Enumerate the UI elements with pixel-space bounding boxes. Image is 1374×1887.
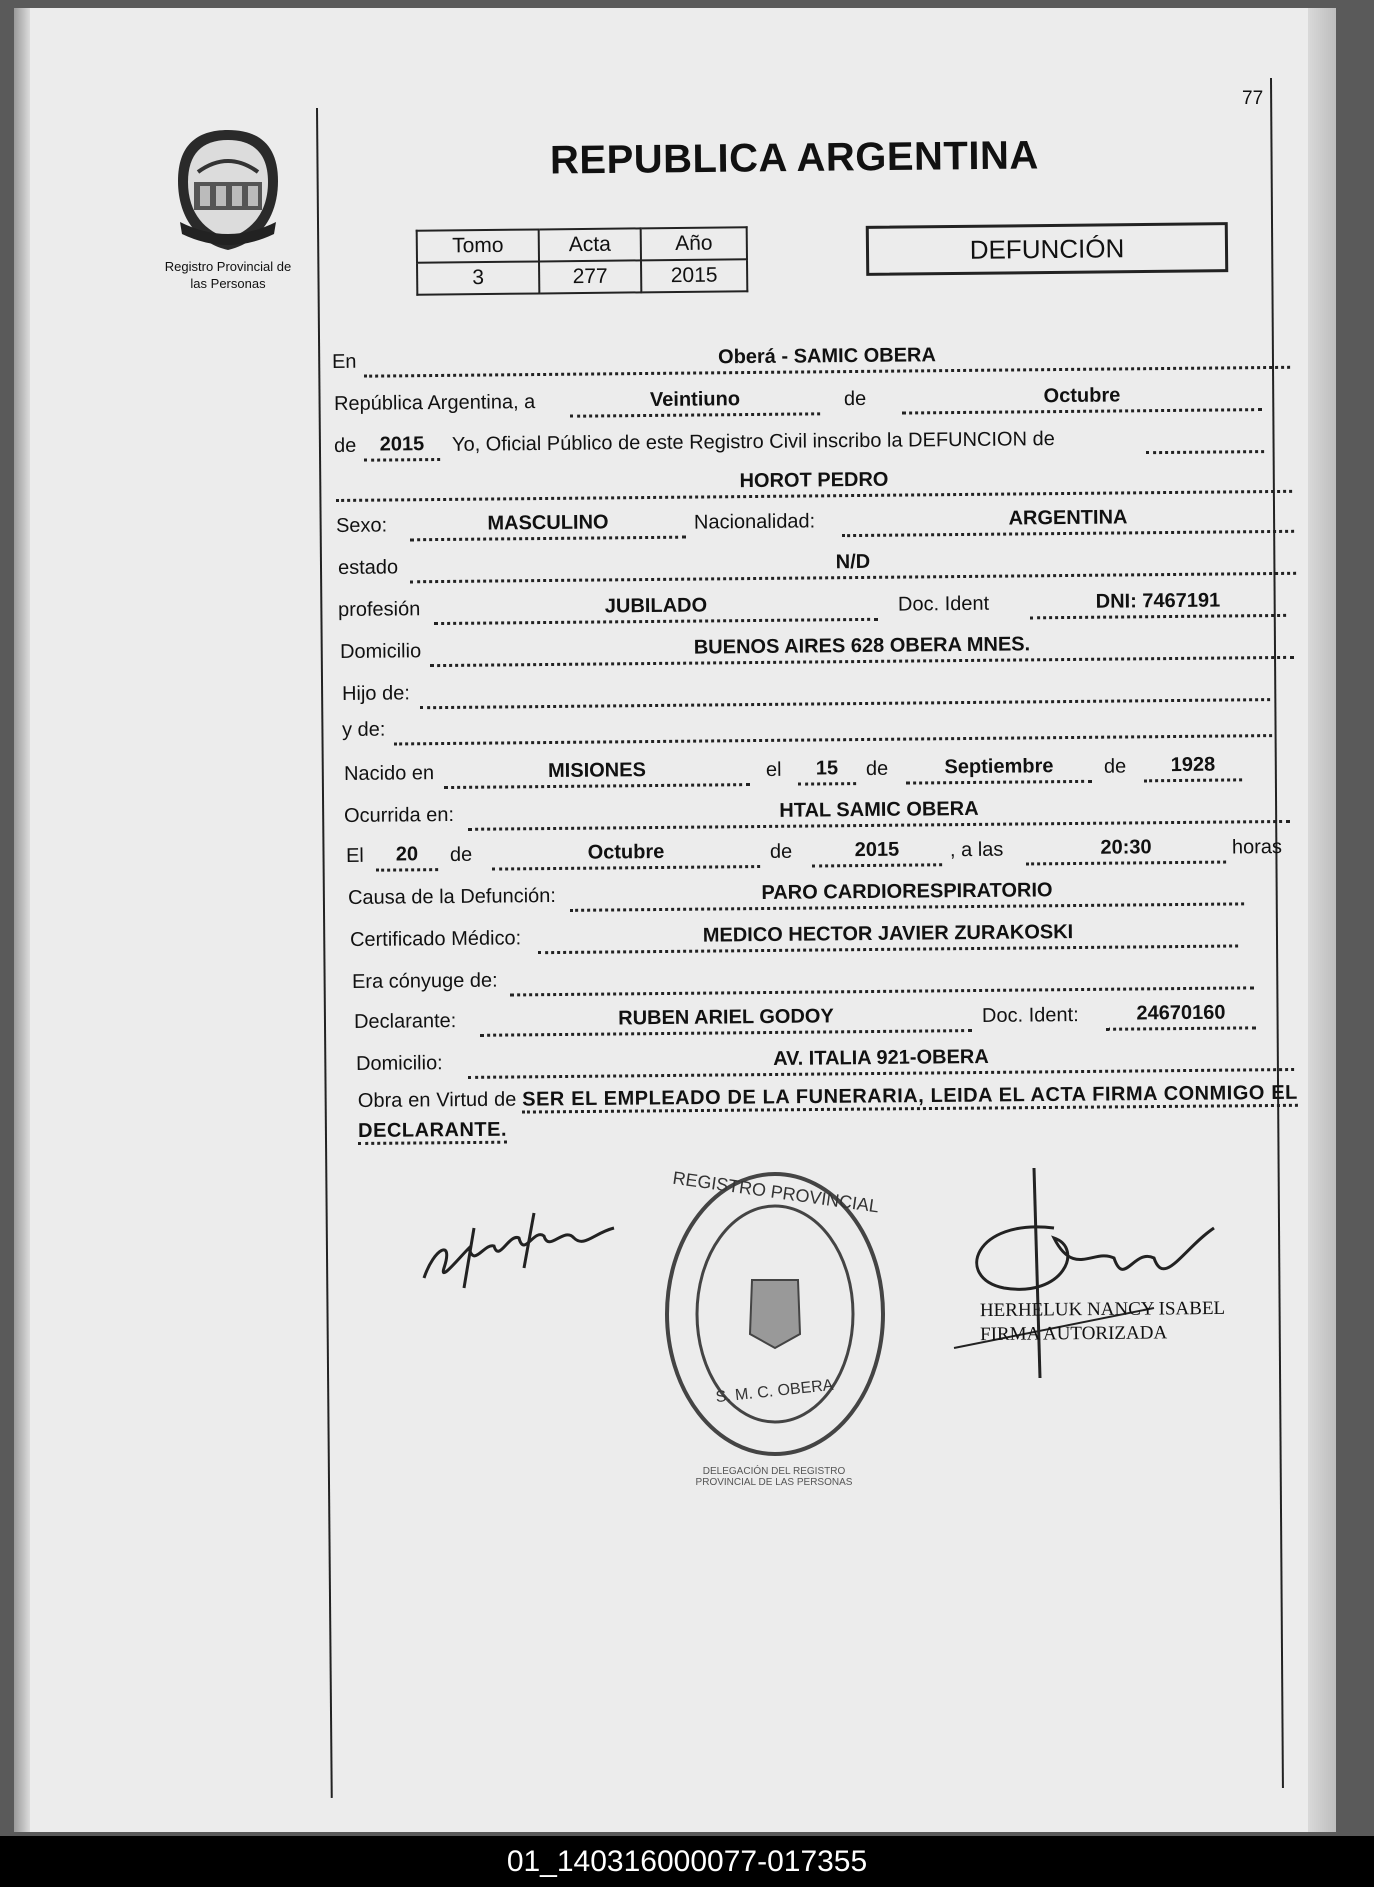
label-birth-de2: de: [1103, 755, 1127, 778]
field-death-time: 20:30: [1026, 833, 1226, 866]
row-certificado: [350, 913, 1270, 956]
label-certificado: Certificado Médico:: [349, 927, 522, 951]
row-death-date: [346, 829, 1292, 872]
act-type-box: DEFUNCIÓN: [866, 222, 1229, 276]
field-death-day: 20: [376, 840, 438, 872]
row-en: [332, 335, 1292, 378]
field-sexo: MASCULINO: [410, 508, 686, 542]
row-domicilio: [340, 625, 1296, 668]
label-sexo: Sexo:: [335, 514, 388, 537]
official-role: FIRMA AUTORIZADA: [980, 1322, 1168, 1346]
ref-value-tomo: 3: [417, 261, 539, 294]
ref-header-tomo: Tomo: [417, 229, 539, 262]
row-name: [336, 459, 1294, 502]
registry-name: [138, 258, 318, 292]
registry-name-line2: las Personas: [190, 276, 266, 291]
field-declarante-doc: 24670160: [1106, 998, 1256, 1030]
label-profesion: profesión: [337, 598, 421, 621]
field-declarante: RUBEN ARIEL GODOY: [480, 1001, 972, 1037]
page-right-edge: [1308, 8, 1336, 1832]
label-causa: Causa de la Defunción:: [347, 885, 557, 909]
label-declarante: Declarante:: [353, 1010, 457, 1033]
label-domicilio: Domicilio: [339, 640, 422, 663]
field-day: Veintiuno: [570, 384, 820, 417]
label-year-de: de: [333, 434, 357, 457]
ref-value-ano: 2015: [641, 259, 747, 292]
field-birth-year: 1928: [1144, 750, 1242, 782]
field-estado: N/D: [410, 544, 1296, 584]
label-doc-ident: Doc. Ident: [897, 592, 990, 616]
page-number: 77: [1242, 88, 1264, 109]
field-conyuge: [510, 958, 1254, 996]
field-doc-ident: DNI: 7467191: [1030, 586, 1286, 619]
field-nacido: MISIONES: [444, 755, 750, 789]
label-yde: y de:: [341, 718, 386, 741]
field-name: HOROT PEDRO: [336, 462, 1292, 502]
field-month: Octubre: [902, 380, 1262, 414]
row-sexo: [336, 499, 1296, 542]
label-death-de2: de: [769, 840, 793, 863]
label-nacido: Nacido en: [343, 762, 435, 785]
declarant-signature: [414, 1208, 624, 1298]
field-birth-month: Septiembre: [906, 752, 1092, 785]
left-frame-line: [316, 108, 333, 1798]
row-nacido: [344, 747, 1264, 790]
document-title: REPUBLICA ARGENTINA: [549, 133, 1039, 183]
field-decl-domicilio: AV. ITALIA 921-OBERA: [468, 1040, 1294, 1079]
field-profesion: JUBILADO: [434, 590, 878, 625]
label-death-el: El: [345, 844, 364, 867]
svg-text:S. M. C. OBERA: S. M. C. OBERA: [714, 1376, 835, 1407]
field-domicilio: BUENOS AIRES 628 OBERA MNES.: [430, 628, 1294, 667]
ref-header-ano: Año: [641, 227, 747, 260]
label-obra: Obra en Virtud de: [357, 1088, 517, 1113]
label-republica: República Argentina, a: [333, 391, 536, 415]
official-stamp: [980, 1297, 1226, 1347]
ref-header-acta: Acta: [539, 228, 641, 261]
field-causa: PARO CARDIORESPIRATORIO: [570, 874, 1244, 911]
label-en: En: [331, 350, 357, 373]
seal-text: DELEGACIÓN DEL REGISTRO PROVINCIAL DE LAS PERSONAS: [695, 1466, 853, 1488]
row-ocurrida: [344, 789, 1292, 832]
row-causa: [348, 871, 1268, 914]
field-en: Oberá - SAMIC OBERA: [364, 338, 1290, 378]
document-page: [14, 8, 1336, 1832]
field-yde: [394, 706, 1272, 745]
page-left-edge: [14, 8, 30, 1832]
svg-text:REGISTRO PROVINCIAL: REGISTRO PROVINCIAL: [671, 1167, 881, 1217]
official-name: HERHELUK NANCY ISABEL: [979, 1297, 1226, 1322]
label-conyuge: Era cónyuge de:: [351, 969, 498, 993]
registry-name-line1: Registro Provincial de: [164, 259, 292, 274]
label-birth-de1: de: [865, 757, 889, 780]
field-nacionalidad: ARGENTINA: [842, 502, 1294, 537]
label-alas: , a las: [949, 838, 1004, 862]
field-death-month: Octubre: [492, 837, 760, 871]
field-birth-day: 15: [798, 754, 856, 786]
field-death-year: 2015: [812, 835, 942, 867]
field-ocurrida: HTAL SAMIC OBERA: [468, 792, 1290, 831]
inscribe-text: Yo, Oficial Público de este Registro Civil inscribo la DEFUNCION de: [451, 428, 1055, 456]
province-emblem-icon: [170, 126, 286, 254]
label-decl-domicilio: Domicilio:: [355, 1052, 443, 1075]
footer-id: 01_140316000077-017355: [0, 1836, 1374, 1887]
official-signature: [934, 1168, 1234, 1388]
row-yde: [342, 703, 1274, 746]
label-de: de: [843, 387, 867, 411]
row-declarante: [354, 995, 1274, 1038]
row-decl-domicilio: [356, 1037, 1296, 1080]
label-ocurrida: Ocurrida en:: [343, 803, 455, 827]
label-el: el: [765, 758, 782, 781]
label-estado: estado: [337, 556, 399, 579]
row-republica: [334, 377, 1264, 420]
field-obra: SER EL EMPLEADO DE LA FUNERARIA, LEIDA EL ACTA FIRMA CONMIGO EL DECLARANTE.: [358, 1082, 1298, 1145]
label-nacionalidad: Nacionalidad:: [693, 510, 816, 534]
reference-table: [416, 226, 749, 295]
row-conyuge: [352, 955, 1272, 998]
label-hijo: Hijo de:: [341, 682, 410, 705]
field-certificado: MEDICO HECTOR JAVIER ZURAKOSKI: [538, 916, 1238, 954]
ref-value-acta: 277: [539, 260, 641, 293]
field-year: 2015: [364, 430, 440, 462]
row-inscribe: [334, 419, 1268, 462]
label-horas: horas: [1231, 836, 1283, 859]
row-profesion: [338, 583, 1288, 626]
row-estado: [338, 541, 1298, 584]
official-seal: [660, 1164, 890, 1464]
row-obra: [358, 1078, 1298, 1146]
label-declarante-doc: Doc. Ident:: [981, 1004, 1079, 1027]
field-inscribe-tail: [1146, 422, 1264, 454]
label-death-de1: de: [449, 843, 473, 867]
